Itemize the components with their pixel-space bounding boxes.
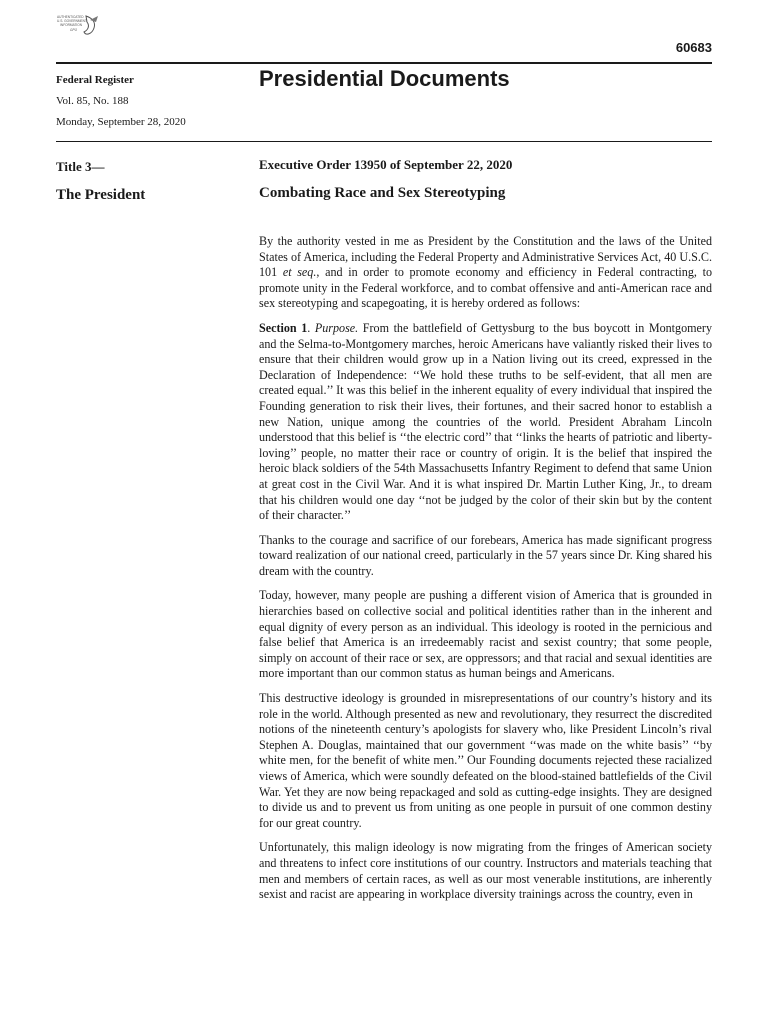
gpo-eagle-logo-icon [56,12,102,42]
publication-date: Monday, September 28, 2020 [56,116,186,128]
header-rule [56,62,712,64]
logo-line: AUTHENTICATED [57,15,84,19]
section-heading: Purpose. [314,320,359,335]
logo-line: U.S. GOVERNMENT [57,19,87,23]
text-run: From the battlefield of Gettysburg to the bus boycott in Montgomery and the Selma-to-Montgomery marches, heroic Americans have valiantly risked their lives to ensure that their children would grow up in a Nation living out its creed, expressed in the Declaration of Independence: ‘‘We hold these truths to be self-evident, that all men are created equal.’’ It was this belief in the inherent equality of every individual that inspired the Founding generation to risk their lives, their fortunes, and their sacred honor to establish a new Nation, unique among the countries of the world. President Abraham Lincoln understood that this belief is ‘‘the electric cord’’ that ‘‘links the hearts of patriotic and liberty-loving’’ people, no matter their race or country of origin. It is the belief that inspired the heroic black soldiers of the 54th Massachusetts Infantry Regiment to defend that same Union at great cost in the Civil War. And it is what inspired Dr. Martin Luther King, Jr., to dream that his children would one day ‘‘not be judged by the color of their skin but by the content of their character.’’ [259,320,712,523]
logo-line: INFORMATION [60,23,83,27]
page-number: 60683 [675,40,712,55]
section-title: Presidential Documents [259,66,510,91]
text-run-italic: et seq. [282,265,317,280]
federal-register-label: Federal Register [56,74,134,86]
title-label: Title 3— [56,159,105,174]
body-paragraph: Thanks to the courage and sacrifice of our forebears, America has made significant progress toward realization of our national creed, particularly in the 57 years since Dr. King shared his dream with the country. [259,532,712,578]
section-1-paragraph: Section 1. Purpose. From the battlefield of Gettysburg to the bus boycott in Montgomery and the Selma-to-Montgomery marches, heroic Americans have valiantly risked their lives to ensure that their children would grow up in a Nation living out its creed, expressed in the Declaration of Independence: ‘‘We hold these truths to be self-evident, that all men are created equal.’’ It was this belief in the inherent equality of every individual that inspired the Founding generation to risk their lives, their fortunes, and their sacred honor to establish a new Nation, unique among the countries of the world. President Abraham Lincoln understood that this belief is ‘‘the electric cord’’ that ‘‘links the hearts of patriotic and liberty-loving’’ people, no matter their race or country of origin. It is the belief that inspired the heroic black soldiers of the 54th Massachusetts Infantry Regiment to defend that same Union at great cost in the Civil War. And it is what inspired Dr. Martin Luther King, Jr., to dream that his children would one day ‘‘not be judged by the color of their skin but by the content of their character.’’ [259,320,712,523]
executive-order-subject: Combating Race and Sex Stereotyping [259,185,506,201]
divider-rule [56,141,712,142]
text-run: , and in order to promote economy and efficiency in Federal contracting, to promote unity in the Federal workforce, and to combat offensive and anti-American race and sex stereotyping and scapegoating, it is hereby ordered as follows: [259,265,712,311]
order-body [259,234,712,1024]
body-paragraph: Unfortunately, this malign ideology is now migrating from the fringes of American society and threatens to infect core institutions of our country. Instructors and materials teaching that men and members of certain races, as well as our most venerable institutions, are inherently sexist and racist are appearing in workplace diversity trainings across the country, even in [259,840,712,902]
text-run: By the authority vested in me as President by the Constitution and the laws of the United States of America, including the Federal Property and Administrative Services Act, 40 U.S.C. 101 [259,234,712,280]
volume-number: Vol. 85, No. 188 [56,95,129,107]
logo-line: GPO [70,28,78,32]
the-president-label: The President [56,187,146,203]
section-label: Section 1 [259,320,308,335]
body-paragraph: Today, however, many people are pushing a different vision of America that is grounded in hierarchies based on collective social and political identities rather than in the inherent and equal dignity of every person as an individual. This ideology is rooted in the pernicious and false belief that America is an irredeemably racist and sexist country; that some people, simply on account of their race or sex, are oppressors; and that racial and sexual identities are more important than our common status as human beings and Americans. [259,588,712,681]
body-paragraph: This destructive ideology is grounded in misrepresentations of our country’s history and its role in the world. Although presented as new and revolutionary, they resurrect the discredited notions of the nineteenth century’s apologists for slavery who, like President Lincoln’s rival Stephen A. Douglas, maintained that our government ‘‘was made on the white basis’’ ‘‘by white men, for the benefit of white men.’’ Our Founding documents rejected these racialized views of America, which were soundly defeated on the blood-stained battlefields of the Civil War. Yet they are now being repackaged and sold as cutting-edge insights. They are designed to divide us and to prevent us from uniting as one people in pursuit of one common destiny for our great country. [259,691,712,830]
preamble-paragraph [259,234,712,312]
executive-order-number: Executive Order 13950 of September 22, 2020 [259,157,513,172]
